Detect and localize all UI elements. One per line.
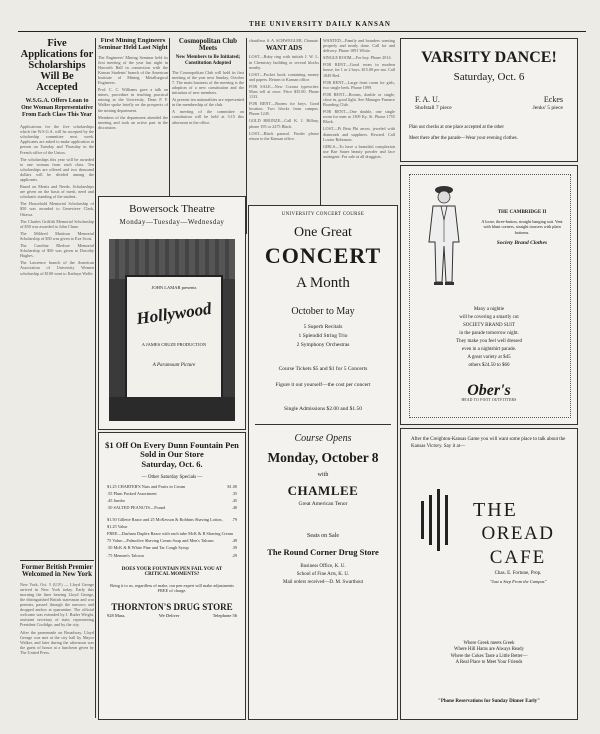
special-price: .29 [231, 552, 237, 558]
paragraph: New York, Oct. 5 (U.P.) — Lloyd George arrived in New York today. Early this morning the liner bearing Lloyd George, the distinguished British statesman and war premier, passed through the narrows and dropped anchor at quarantine. The official welcome was extended by J. Butler Wright, assistant secretary of state, representing President Coolidge, and by the city. [20, 581, 94, 628]
decor-bar [429, 495, 432, 545]
lloyd-george-article [20, 582, 94, 655]
oread-cafe: CAFE [489, 547, 547, 568]
special-item [107, 483, 237, 490]
paragraph: Prof. C. C. Williams gave a talk on mines, procedure in teaching practical mining at the University. Dean P. F. Walker spoke briefly on the prospects of the mining department. [98, 87, 168, 113]
store-deliver: We Deliver [158, 612, 180, 618]
dunn-headline: $1 Off On Every Dunn Fountain Pen Sold in Our Store [105, 440, 239, 459]
special-label: .75 Mennen's Talcum [107, 552, 144, 558]
special-item [107, 516, 237, 530]
round-corner-store: The Round Corner Drug Store [267, 547, 379, 557]
ad-item: LOST—Ruby ring with initials J. W. L. in Chemistry building or several blocks nearby. [249, 54, 319, 70]
ad-item: FOR SALE—New Corona typewriter. Must sell at once. Price $35.00. Phone 1133. [249, 83, 319, 100]
special-item [107, 552, 237, 559]
band-right-sub: Jenks' 5 piece [532, 105, 563, 111]
special-item [107, 490, 237, 497]
artist-name: CHAMLEE [287, 483, 359, 498]
obers-caption [479, 210, 565, 246]
cambridge-title: THE CAMBRIDGE II [497, 210, 547, 215]
ad-item: GIRLS—To have a beautiful complexion use Rae Sauer beauty powder and face astringent. For sale at all druggists. [323, 143, 395, 159]
column-divider [246, 38, 247, 234]
oct-to-may: October to May [291, 306, 355, 317]
concert-course-label: UNIVERSITY CONCERT COURSE [281, 212, 365, 217]
ad-item: FOR RENT—One double, one single room for men at 1309 Ky. St. Phone 1755 Black. [323, 109, 395, 125]
oread-line: Where the Cokes Taste a Little Better— [450, 653, 528, 659]
special-label: $1.25 CHARTER'S Nuts and Fruits in Cream [107, 483, 186, 489]
special-price: .45 [231, 498, 237, 504]
decor-bar [445, 495, 448, 545]
oread-name: OREAD [481, 523, 555, 544]
special-price: $1.00 [227, 483, 237, 489]
special-item [107, 504, 237, 511]
store-address: 928 Mass. [107, 612, 126, 618]
want-ads-list [323, 38, 395, 159]
decor-bar [421, 501, 424, 539]
special-price: .40 [231, 505, 237, 511]
special-price: .39 [231, 545, 237, 551]
paragraph: At present ten nationalities are represented in the membership of the club. [172, 97, 244, 108]
with-label: with [317, 472, 329, 478]
concert-list-item: 1 Splendid String Trio [298, 333, 348, 339]
special-label: 75 Value—Palmolive Shaving Cream Soap and Men's Talcum [107, 538, 214, 544]
ad-item: WANTED—Family and boarders wanting properly and neatly done. Call for and delivery. Phone 1891 White. [323, 38, 395, 54]
society-brand: Society Brand Clothes [496, 240, 548, 247]
obers-line: in the parade tomorrow night. [459, 331, 519, 336]
divider [20, 560, 94, 561]
oread-line: Where Hill Hams are Always Ready [454, 647, 524, 653]
thornton-store: THORNTON'S DRUG STORE [111, 601, 233, 612]
decor-bar [437, 489, 440, 551]
paragraph: The Caroline Bledsoe Memorial Scholarship of $50 was given to Dorothy Hughes. [20, 243, 94, 259]
artist-sub: Great American Tenor [298, 501, 348, 507]
paragraph: The Charles Griffith Memorial Scholarship of $50 was awarded to John Chase. [20, 218, 94, 229]
specials-title: — Other Saturday Specials — [141, 474, 203, 480]
obers-logo [441, 382, 537, 402]
ad-item: FOR RENT—Good room in modern house, for 1 or 2 boys. $15.00 per mo. Call 1849 Red. [323, 62, 395, 78]
oread-intro: After the Creighton-Kansas Game you will want some place to talk about the Kansas Victory. Say it at— [411, 437, 566, 449]
special-item [107, 530, 237, 537]
cosmopolitan-headline: Cosmopolitan Club Meets [178, 38, 238, 53]
paragraph: A meeting of the committee on constitution will be held at 3:15 this afternoon in the office. [172, 109, 244, 125]
ad-item: FOR RENT—Rooms, double or single, close in, good light. See Manager Furnace Boarding Club. [323, 91, 395, 108]
concert-list [249, 323, 397, 350]
special-label: .45 Jumbo [107, 498, 125, 504]
concert-list-item: 5 Superb Recitals [303, 324, 343, 330]
theatre-days: Monday—Tuesday—Wednesday [119, 218, 225, 226]
movie-poster [109, 239, 235, 421]
special-label: .55 Plum Packed Assortment [107, 490, 157, 496]
failed-body: Bring it to us, regardless of make, our pen expert will make adjustments FREE of charge. [110, 582, 234, 594]
paragraph: Based on Merits and Needs. Scholarships are given on the basis of merit, need and scholastic standing of the student. [20, 184, 94, 200]
cosmopolitan-subhead: New Members to Be Initiated; Constitution Adopted [175, 54, 241, 66]
special-label: FREE—Durham Duplex Razor with each tube McK & R Shaving Cream [107, 530, 234, 536]
obers-line: will be covering a smartly cut [459, 315, 519, 320]
ad-item: LOST—Black parasol. Finder please return to the Kansan office. [249, 130, 319, 141]
paragraph: After the promenade on Broadway, Lloyd George was met at the city hall by Mayor Walker, and later during the afternoon was the guest of honor at a luncheon given by The United Press. [20, 629, 94, 655]
band-right: Eckes [543, 95, 563, 104]
column-lloyd-george [20, 560, 94, 720]
oread-phone: "Phone Reservations for Sunday Dinner Early" [438, 699, 540, 704]
cambridge-body: A loose, three-button, straight hanging suit. Vent with blunt corners, straight trousers with plain bottoms. [481, 219, 563, 235]
one-great: One Great [294, 225, 352, 240]
theatre-title: Bowersock Theatre [129, 203, 215, 215]
business-office: Business Office, K. U. [300, 564, 346, 569]
obers-ad [400, 165, 578, 425]
obers-logo-sub: HEAD TO FOOT OUTFITTERS [461, 398, 517, 402]
ad-item: FOR RENT—Rooms for boys. Good location. Two blocks from campus. Phone 1245. [249, 101, 319, 117]
single-admissions: Single Admissions $2.00 and $1.50 [284, 406, 362, 412]
poster-paramount: A Paramount Picture [152, 363, 196, 368]
oread-lines [411, 641, 567, 667]
paragraph: Applications for the five scholarships which the W.S.G.A. will be accepted by the scholarship committee next week. Applicants are asked to make application in person on Tuesday and Thursday in the French office of the Union. [20, 124, 94, 155]
oread-line: A Real Place to Meet Your Friends [455, 660, 523, 666]
band-left: F. A. U. [415, 95, 440, 104]
dunn-pen-ad [98, 432, 246, 720]
special-price: .35 [231, 490, 237, 496]
stage-floor [109, 397, 235, 421]
obers-line: A great variety at $45 [467, 355, 511, 360]
cosmopolitan-article [172, 70, 244, 125]
lloyd-george-headline: Former British Premier Welcomed in New York [21, 563, 93, 579]
oread-owner: Chas. E. Fortune, Prop. [494, 571, 542, 576]
concert-list-item: 2 Symphony Orchestras [296, 342, 350, 348]
poster-production: A JAMES CRUZE PRODUCTION [141, 342, 207, 347]
obers-line: SOCIETY BRAND SUIT [462, 323, 516, 328]
obers-line: others $24.50 to $60 [468, 363, 510, 368]
divider [255, 424, 391, 425]
bowersock-ad [98, 196, 246, 430]
special-price: .79 [231, 516, 237, 522]
obers-line: They make you feel well dressed [456, 339, 522, 344]
oread-the: THE [473, 499, 518, 521]
special-price: .49 [231, 538, 237, 544]
scholarship-headline: Five Applications for Scholarships Will Be Accepted [20, 38, 94, 94]
oread-cafe-ad [400, 428, 578, 720]
dance-date: Saturday, Oct. 6 [453, 71, 525, 83]
oread-slogan: "Just a Step From the Campus" [489, 579, 547, 584]
figure-cost: Figure it out yourself—the cost per concert [275, 382, 371, 388]
course-opens: Course Opens [294, 433, 352, 444]
fine-arts-school: School of Fine Arts, K. U. [296, 572, 350, 577]
concert-ad [248, 205, 398, 720]
failed-title: DOES YOUR FOUNTAIN PEN FAIL YOU AT CRITICAL MOMENTS? [121, 566, 223, 577]
special-label: $1.50 Gillette Razor and 25 McKesson & Robbins Shaving Lotion, $1.25 Value [107, 516, 223, 529]
dance-title: VARSITY DANCE! [421, 49, 557, 66]
dunn-date: Saturday, Oct. 6. [141, 458, 203, 469]
poster-title: Hollywood [135, 298, 213, 329]
paragraph: Members of the department attended the meeting and took an active part in the discussion. [98, 114, 168, 130]
masthead-rule [18, 31, 586, 32]
scholarship-subhead: W.S.G.A. Offers Loan to One Woman Representative From Each Class This Year [21, 98, 93, 119]
paragraph: The Household Memorial Scholarship of $50 was awarded to Genevieve Clark, Ottawa. [20, 201, 94, 217]
special-label: .50 SALTED PEANUTS—Pound [107, 505, 166, 511]
obers-logo-text: Ober's [467, 382, 511, 399]
special-item [107, 537, 237, 544]
oread-line: Where Greek meets Greek [463, 641, 515, 646]
mail-orders: Mail orders received—D. M. Swarthout [283, 580, 363, 585]
store-info [99, 612, 245, 619]
obers-line: even in a nightshirt parade. [461, 347, 517, 352]
want-ads-title: WANT ADS [265, 44, 303, 53]
ad-item: SINGLE ROOM—For boy. Phone 2014. [323, 55, 392, 61]
concert-title: CONCERT [264, 243, 382, 268]
band-row [401, 95, 577, 104]
poster-card [125, 275, 223, 399]
want-ads-list [249, 54, 319, 140]
band-sub-row [401, 105, 577, 111]
paragraph: The Lawrence branch of the American Association of University Women scholarship of $100 went to Kathryn Wolfe. [20, 260, 94, 276]
ad-item: LOST—Pocket book containing money and papers. Return to Kansan office. [249, 71, 319, 82]
scholarship-article [20, 124, 94, 276]
masthead: THE UNIVERSITY DAILY KANSAN [249, 20, 391, 28]
course-tickets: Course Tickets $5 and $1 for 5 Concerts [278, 366, 368, 372]
store-phone: Telephone 56 [212, 612, 237, 618]
special-item [107, 497, 237, 504]
suited-man-illustration [419, 182, 469, 292]
obers-body [413, 306, 565, 370]
varsity-dance-ad [400, 38, 578, 162]
paragraph: The Cosmopolitan Club will hold its first meeting of the year next Sunday, October 7. The main business of the meeting is the adoption of a new constitution and the initiation of new members. [172, 69, 244, 96]
poster-presents: JOHN LAMAR presents [151, 285, 197, 290]
mining-headline: First Mining Engineers Seminar Held Last Night [98, 38, 168, 51]
concert-offices [249, 563, 397, 587]
paragraph: The scholarships this year will be awarded to one woman from each class. Ten scholarships are offered and two thousand dollars will be divided among the applicants. [20, 156, 94, 183]
a-month: A Month [296, 275, 350, 291]
ad-item: LOST—Pi Beta Phi arrow, jeweled with diamonds and sapphires. Reward. Call Louise Robinson. [323, 126, 395, 142]
specials-list [99, 481, 245, 561]
dance-note-2: Meet there after the parade—Wear your evening clothes. [409, 136, 518, 141]
paragraph: The Engineers' Mining Seminar held its first meeting of the year last night in Haworth Hall in connection with the Kansas Students' branch of the American Institute of Mining Metallurgical Engineers. [98, 54, 168, 86]
want-ads-note: chauffeur. S. A. SCHWEGLER, Chanute. [249, 38, 319, 43]
special-item [107, 544, 237, 551]
special-label: .50 McK & R White Pine and Tar Cough Syrup [107, 545, 189, 551]
dance-note-1: Plan out checks at one place accepted at the other [409, 125, 504, 130]
paragraph: The Mildred Mattison Memorial Scholarship of $50 was given to Eva Scott. [20, 230, 94, 241]
band-left-sub: Shofstall 7 piece [415, 105, 452, 111]
seats-on-sale: Seats on Sale [307, 533, 339, 539]
opening-date: Monday, October 8 [267, 450, 379, 465]
column-divider [95, 38, 96, 718]
mining-article [98, 55, 168, 130]
obers-line: Many a nightie [473, 307, 505, 312]
curtain [109, 239, 235, 279]
ad-item: FOR RENT—Large front room for girls, two single beds. Phone 1099. [323, 79, 395, 90]
ad-item: GOLD BRONZE—Call K. J. Hillary, phone 195 or 2475 Black. [249, 118, 319, 129]
